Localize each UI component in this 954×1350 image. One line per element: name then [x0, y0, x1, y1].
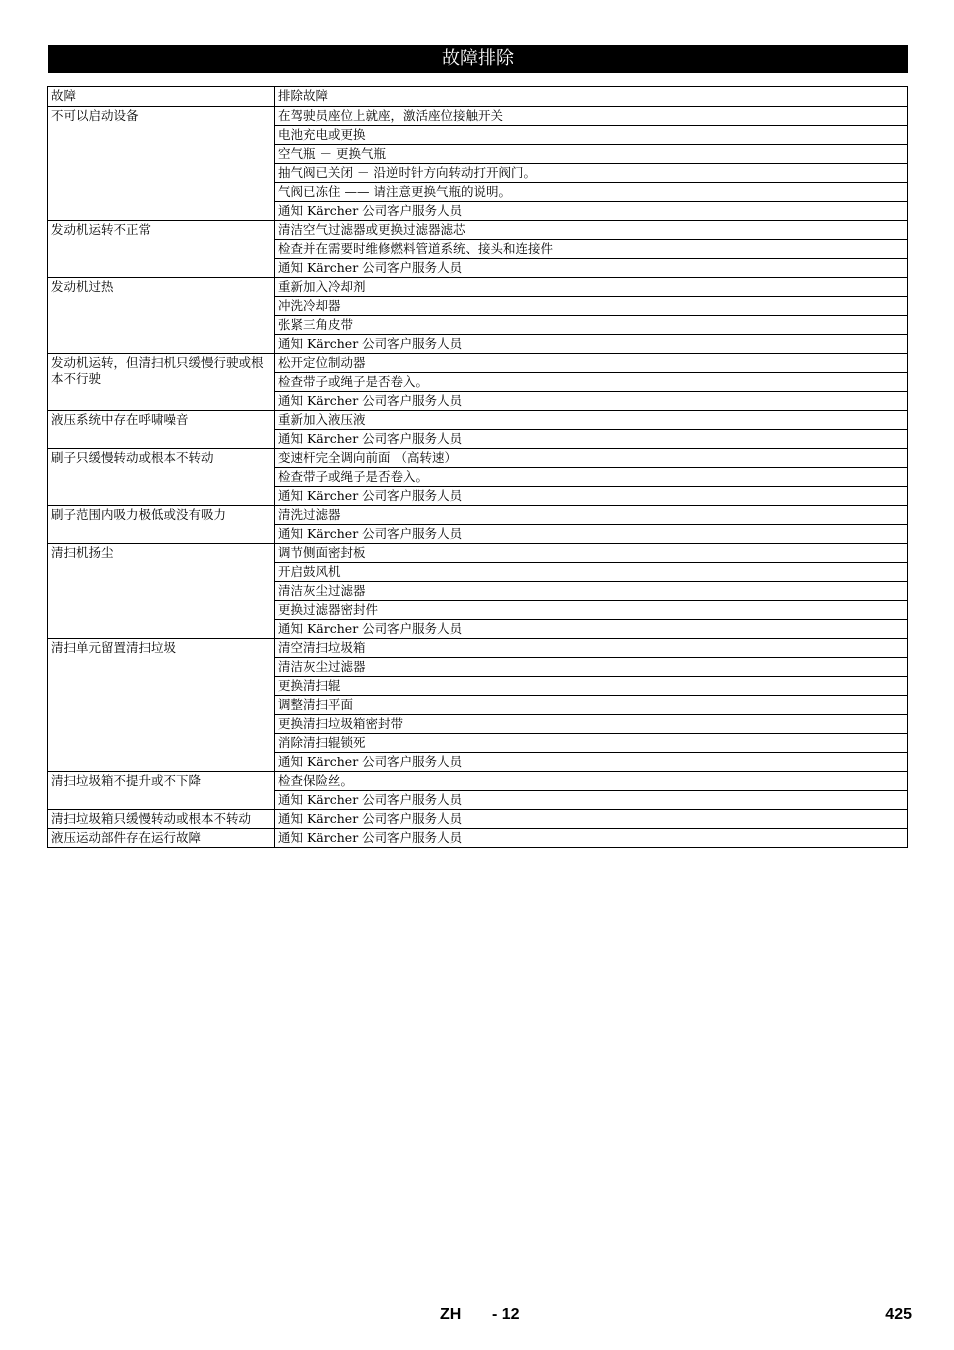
fault-cell: 液压系统中存在呼啸噪音	[48, 411, 275, 449]
fault-cell: 清扫垃圾箱只缓慢转动或根本不转动	[48, 810, 275, 829]
table-header-row	[48, 87, 908, 107]
table-row	[48, 107, 908, 126]
page-title: 故障排除	[48, 45, 908, 73]
footer-page-number: 425	[885, 1306, 912, 1323]
remedy-cell: 更换清扫辊	[275, 677, 908, 696]
remedy-cell: 清空清扫垃圾箱	[275, 639, 908, 658]
remedy-cell: 气阀已冻住 —— 请注意更换气瓶的说明。	[275, 183, 908, 202]
remedy-cell: 通知 Kärcher 公司客户服务人员	[275, 829, 908, 848]
fault-cell: 不可以启动设备	[48, 107, 275, 221]
remedy-cell: 更换清扫垃圾箱密封带	[275, 715, 908, 734]
table-row	[48, 772, 908, 791]
remedy-cell: 变速杆完全调向前面 （高转速）	[275, 449, 908, 468]
remedy-cell: 通知 Kärcher 公司客户服务人员	[275, 430, 908, 449]
remedy-cell: 在驾驶员座位上就座，激活座位接触开关	[275, 107, 908, 126]
remedy-cell: 检查带子或绳子是否卷入。	[275, 373, 908, 392]
table-row	[48, 449, 908, 468]
remedy-cell: 空气瓶 － 更换气瓶	[275, 145, 908, 164]
remedy-cell: 电池充电或更换	[275, 126, 908, 145]
troubleshooting-table	[47, 86, 908, 848]
remedy-cell: 冲洗冷却器	[275, 297, 908, 316]
table-row	[48, 544, 908, 563]
remedy-cell: 通知 Kärcher 公司客户服务人员	[275, 259, 908, 278]
remedy-cell: 消除清扫辊锁死	[275, 734, 908, 753]
header-remedy: 排除故障	[275, 87, 908, 107]
footer-section-page: - 12	[492, 1306, 520, 1323]
table-row	[48, 354, 908, 373]
remedy-cell: 清洁空气过滤器或更换过滤器滤芯	[275, 221, 908, 240]
remedy-cell: 通知 Kärcher 公司客户服务人员	[275, 620, 908, 639]
fault-cell: 发动机过热	[48, 278, 275, 354]
fault-cell: 液压运动部件存在运行故障	[48, 829, 275, 848]
remedy-cell: 重新加入液压液	[275, 411, 908, 430]
table-row	[48, 411, 908, 430]
table-body	[48, 107, 908, 848]
footer-language: ZH	[440, 1306, 462, 1323]
remedy-cell: 清洗过滤器	[275, 506, 908, 525]
remedy-cell: 调整清扫平面	[275, 696, 908, 715]
remedy-cell: 清洁灰尘过滤器	[275, 582, 908, 601]
table-row	[48, 221, 908, 240]
header-fault: 故障	[48, 87, 275, 107]
remedy-cell: 通知 Kärcher 公司客户服务人员	[275, 487, 908, 506]
remedy-cell: 通知 Kärcher 公司客户服务人员	[275, 392, 908, 411]
remedy-cell: 通知 Kärcher 公司客户服务人员	[275, 202, 908, 221]
remedy-cell: 通知 Kärcher 公司客户服务人员	[275, 791, 908, 810]
table-row	[48, 639, 908, 658]
table-row	[48, 829, 908, 848]
fault-cell: 清扫垃圾箱不提升或不下降	[48, 772, 275, 810]
remedy-cell: 检查保险丝。	[275, 772, 908, 791]
table-row	[48, 810, 908, 829]
remedy-cell: 更换过滤器密封件	[275, 601, 908, 620]
remedy-cell: 检查并在需要时维修燃料管道系统、接头和连接件	[275, 240, 908, 259]
remedy-cell: 松开定位制动器	[275, 354, 908, 373]
table-row	[48, 278, 908, 297]
fault-cell: 刷子只缓慢转动或根本不转动	[48, 449, 275, 506]
remedy-cell: 张紧三角皮带	[275, 316, 908, 335]
fault-cell: 清扫机扬尘	[48, 544, 275, 639]
fault-cell: 发动机运转，但清扫机只缓慢行驶或根本不行驶	[48, 354, 275, 411]
remedy-cell: 清洁灰尘过滤器	[275, 658, 908, 677]
fault-cell: 清扫单元留置清扫垃圾	[48, 639, 275, 772]
remedy-cell: 检查带子或绳子是否卷入。	[275, 468, 908, 487]
remedy-cell: 调节侧面密封板	[275, 544, 908, 563]
remedy-cell: 通知 Kärcher 公司客户服务人员	[275, 335, 908, 354]
remedy-cell: 抽气阀已关闭 － 沿逆时针方向转动打开阀门。	[275, 164, 908, 183]
remedy-cell: 通知 Kärcher 公司客户服务人员	[275, 753, 908, 772]
fault-cell: 发动机运转不正常	[48, 221, 275, 278]
remedy-cell: 重新加入冷却剂	[275, 278, 908, 297]
remedy-cell: 开启鼓风机	[275, 563, 908, 582]
table-row	[48, 506, 908, 525]
fault-cell: 刷子范围内吸力极低或没有吸力	[48, 506, 275, 544]
remedy-cell: 通知 Kärcher 公司客户服务人员	[275, 810, 908, 829]
remedy-cell: 通知 Kärcher 公司客户服务人员	[275, 525, 908, 544]
